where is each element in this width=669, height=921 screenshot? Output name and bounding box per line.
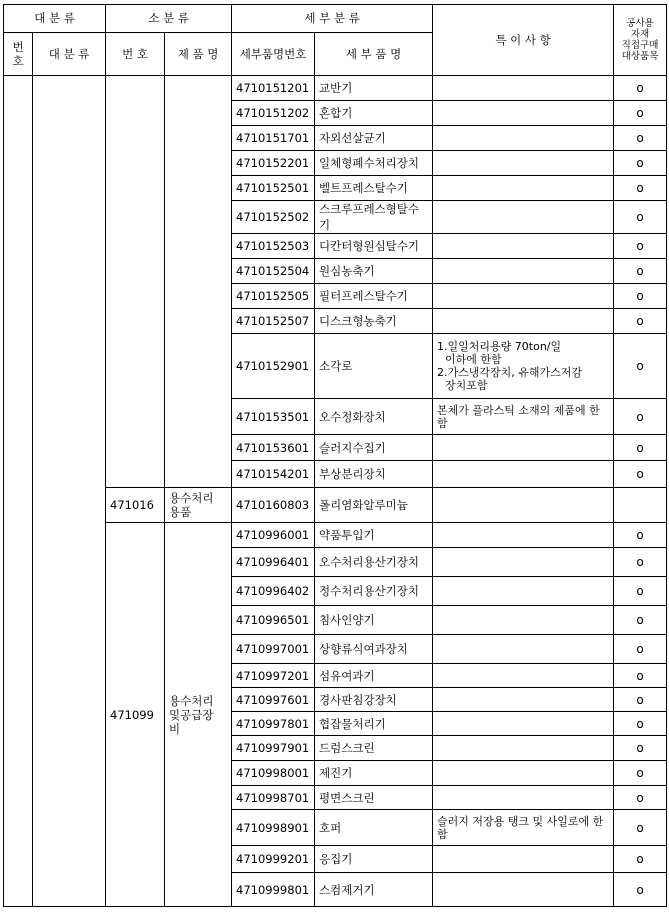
header-minor-number: 번 호: [106, 33, 165, 76]
procurement-mark: o: [614, 523, 667, 548]
header-detail-group: 세 부 분 류: [232, 5, 433, 33]
detail-code: 4710152504: [232, 259, 315, 284]
procurement-mark: o: [614, 176, 667, 201]
detail-code: 4710153501: [232, 399, 315, 435]
procurement-mark: o: [614, 786, 667, 810]
procurement-table: [3, 4, 667, 907]
detail-code: 4710152507: [232, 309, 315, 334]
detail-name: 벨트프레스탈수기: [315, 176, 433, 201]
detail-name: 슬러지수집기: [315, 435, 433, 461]
procurement-mark: o: [614, 151, 667, 176]
detail-name: 응집기: [315, 846, 433, 873]
note-cell: [433, 712, 614, 736]
detail-code: 4710152503: [232, 234, 315, 259]
detail-name: 제진기: [315, 761, 433, 786]
note-line: 이하에 한함: [445, 353, 502, 366]
note-cell: [433, 548, 614, 577]
note-cell: [433, 259, 614, 284]
header-major-number: 번 호: [4, 33, 33, 76]
note-cell: [433, 201, 614, 234]
procurement-mark: o: [614, 810, 667, 846]
note-cell: 본체가 플라스틱 소재의 제품에 한함: [433, 399, 614, 435]
detail-name: 협잡물처리기: [315, 712, 433, 736]
detail-name: 드럼스크린: [315, 736, 433, 761]
detail-name: 상향류식여과장치: [315, 635, 433, 664]
detail-name: 스크루프레스형탈수기: [315, 201, 433, 234]
procurement-mark: o: [614, 461, 667, 488]
procurement-mark: o: [614, 234, 667, 259]
note-cell: [433, 334, 614, 399]
detail-name: 정수처리용산기장치: [315, 577, 433, 606]
procurement-mark: o: [614, 201, 667, 234]
procurement-mark: o: [614, 334, 667, 399]
detail-name: 침사인양기: [315, 606, 433, 635]
detail-name: 디스크형농축기: [315, 309, 433, 334]
procurement-mark: o: [614, 259, 667, 284]
note-cell: [433, 234, 614, 259]
detail-code: 4710151202: [232, 101, 315, 126]
procurement-mark: o: [614, 712, 667, 736]
note-line: 장치포함: [445, 379, 488, 392]
detail-name: 혼합기: [315, 101, 433, 126]
detail-name: 호퍼: [315, 810, 433, 846]
minor-name: 용수처리 및공급장 비: [165, 523, 232, 907]
note-cell: [433, 101, 614, 126]
note-cell: [433, 846, 614, 873]
detail-code: 4710154201: [232, 461, 315, 488]
detail-code: 4710999201: [232, 846, 315, 873]
minor-number: 471099: [106, 523, 165, 907]
note-cell: [433, 688, 614, 712]
note-cell: 슬러지 저장용 탱크 및 사일로에 한함: [433, 810, 614, 846]
procurement-mark: o: [614, 635, 667, 664]
detail-code: 4710152501: [232, 176, 315, 201]
procurement-mark: o: [614, 761, 667, 786]
note-line: 2.가스냉각장치, 유해가스저감: [437, 366, 583, 379]
detail-code: 4710151701: [232, 126, 315, 151]
detail-code: 4710996501: [232, 606, 315, 635]
detail-code: 4710160803: [232, 488, 315, 523]
major-number-cell: [4, 76, 33, 907]
note-cell: [433, 736, 614, 761]
detail-name: 경사판침강장치: [315, 688, 433, 712]
detail-name: 오수정화장치: [315, 399, 433, 435]
header-special-notes: 특 이 사 항: [433, 5, 614, 76]
procurement-mark: o: [614, 101, 667, 126]
header-detail-name: 세 부 품 명: [315, 33, 433, 76]
note-cell: [433, 309, 614, 334]
detail-code: 4710152505: [232, 284, 315, 309]
minor-name: 용수처리 용품: [165, 488, 232, 523]
detail-name: 일체형폐수처리장치: [315, 151, 433, 176]
procurement-mark: o: [614, 284, 667, 309]
note-cell: [433, 76, 614, 101]
detail-name: 소각로: [315, 334, 433, 399]
detail-code: 4710152502: [232, 201, 315, 234]
procurement-mark: o: [614, 76, 667, 101]
procurement-mark: o: [614, 846, 667, 873]
detail-name: 평면스크린: [315, 786, 433, 810]
note-cell: [433, 488, 614, 523]
detail-name: 섬유여과기: [315, 664, 433, 688]
detail-name: 자외선살균기: [315, 126, 433, 151]
header-major-group: 대 분 류: [4, 5, 106, 33]
procurement-mark: o: [614, 309, 667, 334]
detail-code: 4710999801: [232, 873, 315, 907]
procurement-mark: o: [614, 606, 667, 635]
note-cell: [433, 786, 614, 810]
detail-name: 약품투입기: [315, 523, 433, 548]
procurement-mark: o: [614, 399, 667, 435]
procurement-mark: [614, 488, 667, 523]
procurement-mark: o: [614, 435, 667, 461]
detail-code: 4710998701: [232, 786, 315, 810]
detail-code: 4710997601: [232, 688, 315, 712]
detail-name: 필터프레스탈수기: [315, 284, 433, 309]
detail-code: 4710153601: [232, 435, 315, 461]
note-cell: [433, 284, 614, 309]
major-name-cell: [33, 76, 106, 907]
note-cell: [433, 635, 614, 664]
procurement-mark: o: [614, 873, 667, 907]
note-cell: [433, 461, 614, 488]
detail-code: 4710997901: [232, 736, 315, 761]
detail-code: 4710996401: [232, 548, 315, 577]
header-minor-name: 제 품 명: [165, 33, 232, 76]
minor-number-cell: [106, 76, 165, 488]
detail-code: 4710997801: [232, 712, 315, 736]
header-major-name: 대 분 류: [33, 33, 106, 76]
procurement-mark: o: [614, 126, 667, 151]
note-cell: [433, 523, 614, 548]
detail-name: 오수처리용산기장치: [315, 548, 433, 577]
note-cell: [433, 176, 614, 201]
detail-code: 4710998901: [232, 810, 315, 846]
procurement-mark: o: [614, 548, 667, 577]
header-procurement-target: 공사용 자재 직접구매 대상품목: [614, 5, 667, 76]
procurement-mark: o: [614, 736, 667, 761]
note-cell: [433, 151, 614, 176]
header-minor-group: 소 분 류: [106, 5, 232, 33]
header-detail-number: 세부품명번호: [232, 33, 315, 76]
note-cell: [433, 606, 614, 635]
minor-name-cell: [165, 76, 232, 488]
detail-code: 4710997001: [232, 635, 315, 664]
detail-code: 4710152201: [232, 151, 315, 176]
procurement-mark: o: [614, 664, 667, 688]
note-cell: [433, 761, 614, 786]
note-cell: [433, 126, 614, 151]
detail-code: 4710998001: [232, 761, 315, 786]
note-line: 1.일일처리용량 70ton/일: [437, 340, 562, 353]
detail-name: 부상분리장치: [315, 461, 433, 488]
detail-name: 스컴제거기: [315, 873, 433, 907]
minor-number: 471016: [106, 488, 165, 523]
detail-code: 4710996001: [232, 523, 315, 548]
detail-name: 폴리염화알루미늄: [315, 488, 433, 523]
note-cell: [433, 873, 614, 907]
note-cell: [433, 435, 614, 461]
procurement-mark: o: [614, 577, 667, 606]
detail-code: 4710997201: [232, 664, 315, 688]
detail-name: 원심농축기: [315, 259, 433, 284]
detail-name: 교반기: [315, 76, 433, 101]
detail-name: 디칸터형원심탈수기: [315, 234, 433, 259]
note-cell: [433, 664, 614, 688]
detail-code: 4710151201: [232, 76, 315, 101]
detail-code: 4710152901: [232, 334, 315, 399]
detail-code: 4710996402: [232, 577, 315, 606]
procurement-mark: o: [614, 688, 667, 712]
note-cell: [433, 577, 614, 606]
table-row: [4, 76, 667, 101]
